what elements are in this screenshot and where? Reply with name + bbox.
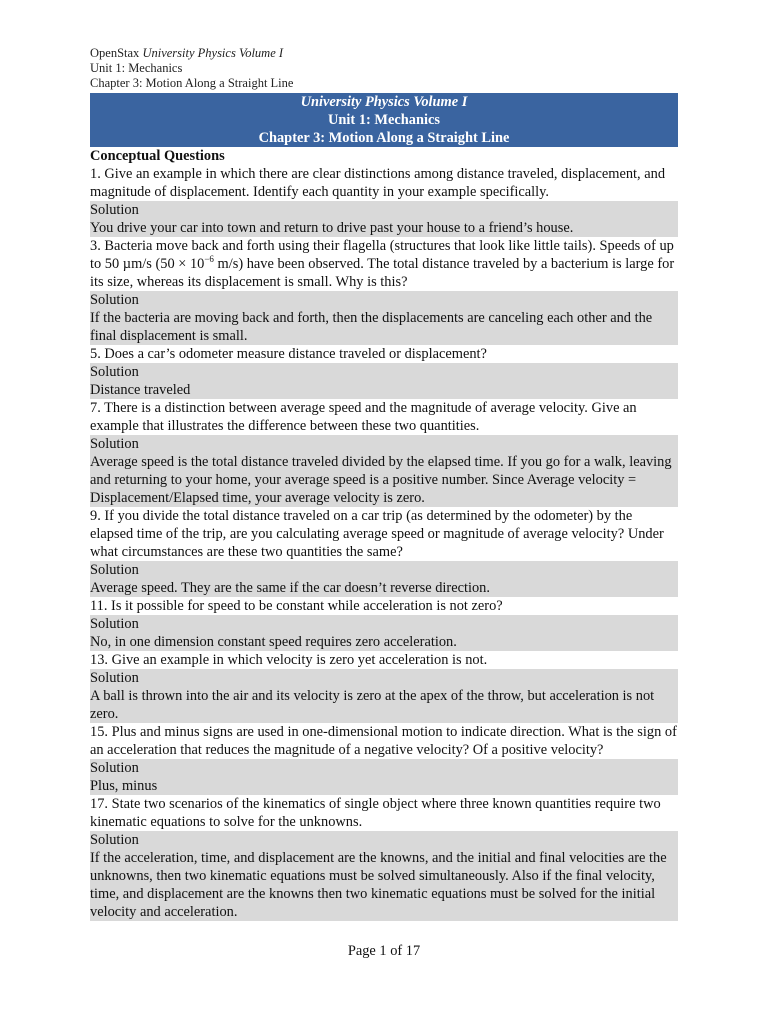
page-number: Page 1 of 17 bbox=[347, 943, 421, 959]
question-text: 11. Is it possible for speed to be constant while acceleration is not zero? bbox=[90, 598, 503, 614]
header-line-chapter: Chapter 3: Motion Along a Straight Line bbox=[90, 76, 294, 90]
question-text: 13. Give an example in which velocity is zero yet acceleration is not. bbox=[90, 652, 488, 668]
solution-label: Solution bbox=[90, 615, 678, 633]
solution-label: Solution bbox=[90, 669, 678, 687]
question-item bbox=[90, 399, 678, 507]
solution-label: Solution bbox=[90, 831, 678, 849]
question-text: 3. Bacteria move back and forth using their flagella (structures that look like little tails). Speeds of up to 50 µm/s ($50 \times 10^{-6}$ m/s) have been observed. The total distance traveled by a bacterium is large for its size, whereas its displacement is small. Why is this? bbox=[90, 238, 675, 290]
question-text: 15. Plus and minus signs are used in one-dimensional motion to indicate direction. What is the sign of an acceleration that reduces the magnitude of a negative velocity? Of a positive velocity? bbox=[90, 724, 677, 758]
document-body bbox=[90, 93, 678, 921]
question-item bbox=[90, 165, 678, 237]
solution-label: Solution bbox=[90, 201, 678, 219]
solution-text: If the bacteria are moving back and forth, then the displacements are canceling each other and the final displacement is small. bbox=[90, 309, 678, 345]
question-text: 5. Does a car’s odometer measure distance traveled or displacement? bbox=[90, 346, 487, 362]
solution-text: Distance traveled bbox=[90, 381, 678, 399]
header-line-book: OpenStax University Physics Volume I bbox=[90, 46, 284, 60]
solution-label: Solution bbox=[90, 759, 678, 777]
solution-label: Solution bbox=[90, 291, 678, 309]
banner-chapter: Chapter 3: Motion Along a Straight Line bbox=[258, 130, 510, 146]
question-item bbox=[90, 237, 678, 345]
question-item bbox=[90, 651, 678, 723]
solution-text: Plus, minus bbox=[90, 777, 678, 795]
title-banner bbox=[90, 93, 678, 147]
question-item bbox=[90, 507, 678, 597]
solution-label: Solution bbox=[90, 435, 678, 453]
question-text: 7. There is a distinction between average speed and the magnitude of average velocity. Give an example that illustrates the difference between these two quantities. bbox=[90, 400, 637, 434]
solution-label: Solution bbox=[90, 363, 678, 381]
running-header bbox=[90, 46, 293, 91]
solution-text: Average speed is the total distance traveled divided by the elapsed time. If you go for a walk, leaving and returning to your home, your average speed is a positive number. Since Average velocity = Displacement/Elapsed time, your average velocity is zero. bbox=[90, 453, 678, 507]
banner-unit: Unit 1: Mechanics bbox=[328, 112, 440, 128]
banner-book-title: University Physics Volume I bbox=[300, 94, 468, 110]
section-title: Conceptual Questions bbox=[90, 148, 225, 164]
header-line-unit: Unit 1: Mechanics bbox=[90, 61, 183, 75]
question-item bbox=[90, 723, 678, 795]
solution-text: If the acceleration, time, and displacement are the knowns, and the initial and final velocities are the unknowns, then two kinematic equations must be solved simultaneously. Also if the final velocity, time, and displacement are the knowns then two kinematic equations must be solved for the initial velocity and acceleration. bbox=[90, 849, 678, 921]
question-item bbox=[90, 795, 678, 921]
question-text: 17. State two scenarios of the kinematics of single object where three known quantities require two kinematic equations to solve for the unknowns. bbox=[90, 796, 661, 830]
header-book-title: University Physics Volume I bbox=[142, 46, 284, 60]
solution-text: Average speed. They are the same if the car doesn’t reverse direction. bbox=[90, 579, 678, 597]
solution-text: A ball is thrown into the air and its velocity is zero at the apex of the throw, but acceleration is not zero. bbox=[90, 687, 678, 723]
question-text: 1. Give an example in which there are clear distinctions among distance traveled, displacement, and magnitude of displacement. Identify each quantity in your example specifically. bbox=[90, 166, 666, 200]
question-text: 9. If you divide the total distance traveled on a car trip (as determined by the odometer) by the elapsed time of the trip, are you calculating average speed or magnitude of average velocity? Under what circumstances are these two quantities the same? bbox=[90, 508, 664, 560]
question-item bbox=[90, 345, 678, 399]
solution-label: Solution bbox=[90, 561, 678, 579]
solution-text: You drive your car into town and return to drive past your house to a friend’s house. bbox=[90, 219, 678, 237]
question-item bbox=[90, 597, 678, 651]
exponent: −6 bbox=[204, 254, 214, 265]
solution-text: No, in one dimension constant speed requires zero acceleration. bbox=[90, 633, 678, 651]
